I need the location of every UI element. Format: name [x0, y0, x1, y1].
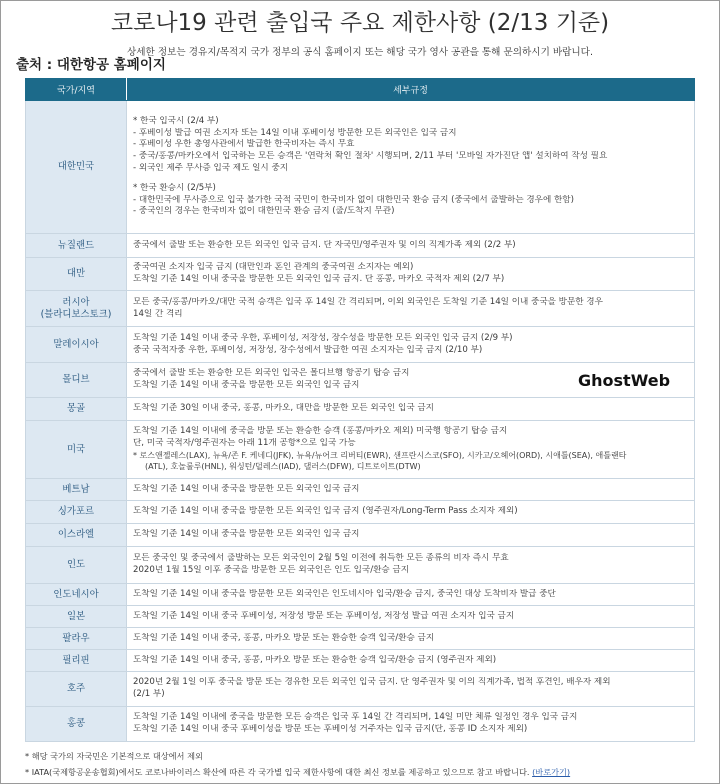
detail-line: 도착일 기준 14일 이내에 중국을 방문 또는 환승한 승객 (홍콩/마카오 제외) 미국행 항공기 탑승 금지	[133, 426, 508, 437]
details-cell	[127, 547, 695, 584]
details-cell	[127, 421, 695, 479]
table-row	[26, 479, 695, 501]
detail-line: 중국여권 소지자 입국 금지 (대만인과 혼인 관계의 중국여권 소지자는 예외)	[133, 262, 414, 273]
country-cell: 필리핀	[26, 650, 127, 672]
details-cell	[127, 584, 695, 606]
country-cell: 베트남	[26, 479, 127, 501]
detail-line: * 한국 환승시 (2/5부)	[133, 182, 216, 193]
detail-line: - 중국인의 경우는 한국비자 없이 대한민국 환승 금지 (출/도착지 무관)	[133, 206, 395, 217]
detail-line: 도착일 기준 14일 이내 중국을 방문한 모든 외국인 입국 금지	[133, 529, 360, 540]
detail-line: * 로스앤젤레스(LAX), 뉴욕/존 F. 케네디(JFK), 뉴욕/뉴어크 리버티(EWR), 샌프란시스코(SFO), 시카고/오헤어(ORD), 시애틀(SEA), 애틀랜타	[133, 450, 627, 460]
country-cell: 호주	[26, 672, 127, 707]
source-label: 출처 : 대한항공 홈페이지	[16, 57, 166, 73]
shortcut-link[interactable]: (바로가기)	[532, 767, 571, 777]
country-cell: 인도	[26, 547, 127, 584]
detail-line: 도착일 기준 14일 이내 중국을 방문한 모든 외국인 입국 금지. 단 홍콩, 마카오 국적자 제외 (2/7 부)	[133, 274, 505, 284]
country-cell: 홍콩	[26, 707, 127, 742]
country-cell: 일본	[26, 606, 127, 628]
restrictions-table	[25, 78, 695, 742]
detail-line: (ATL), 호놀룰루(HNL), 워싱턴/덜레스(IAD), 댈러스(DFW), 디트로이트(DTW)	[145, 462, 421, 472]
details-cell	[127, 501, 695, 524]
detail-line: 14일 간 격리	[133, 308, 183, 319]
table-row	[26, 547, 695, 584]
detail-line: 2020년 1월 15일 이후 중국을 방문한 모든 외국인은 인도 입국/환승 금지	[133, 565, 410, 575]
detail-line: 모든 중국인 및 중국에서 출발하는 모든 외국인이 2월 5일 이전에 취득한 모든 종류의 비자 즉시 무효	[133, 553, 509, 564]
spacer	[133, 175, 694, 183]
footnote-2-text: * IATA(국제항공운송협회)에서도 코로나바이러스 확산에 따른 각 국가별 입국 제한사항에 대한 최신 정보를 제공하고 있으므로 참고 바랍니다.	[25, 767, 530, 777]
detail-line: 중국에서 출발 또는 환승한 모든 외국인 입국 금지. 단 자국민/영주권자 및 이의 직계가족 제외 (2/2 부)	[133, 239, 516, 250]
detail-line: - 후베이성 우한 총영사관에서 발급한 한국비자는 즉시 무효	[133, 139, 355, 150]
detail-line: - 외국인 제주 무사증 입국 제도 일시 중지	[133, 163, 289, 173]
footnotes	[25, 748, 715, 780]
table-row	[26, 234, 695, 258]
detail-line: 단, 미국 국적자/영주권자는 아래 11개 공항*으로 입국 가능	[133, 438, 356, 448]
table-row	[26, 707, 695, 742]
detail-line: - 후베이성 발급 여권 소지자 또는 14일 이내 후베이성 방문한 모든 외국인은 입국 금지	[133, 127, 457, 138]
details-cell	[127, 398, 695, 421]
table-row	[26, 398, 695, 421]
detail-line: 도착일 기준 14일 이내 중국을 방문한 모든 외국인 입국 금지	[133, 483, 360, 494]
detail-line: * 한국 입국시 (2/4 부)	[133, 115, 219, 126]
details-cell	[127, 628, 695, 650]
detail-line: 모든 중국/홍콩/마카오/대만 국적 승객은 입국 후 14일 간 격리되며, 이외 외국인은 도착일 기준 14일 이내 중국을 방문한 경우	[133, 296, 603, 307]
detail-line: 2020년 2월 1일 이후 중국을 방문 또는 경유한 모든 외국인 입국 금지. 단 영주권자 및 이의 직계가족, 법적 후견인, 배우자 제외	[133, 677, 611, 688]
details-cell	[127, 606, 695, 628]
detail-line: 중국 국적자중 우한, 후베이성, 저장성, 장수성에서 발급한 여권 소지자는 입국 금지 (2/10 부)	[133, 344, 483, 355]
detail-line: 도착일 기준 14일 이내에 중국을 방문한 모든 승객은 입국 후 14일 간 격리되며, 14일 미만 체류 일정인 경우 입국 금지	[133, 712, 578, 723]
country-cell: 이스라엘	[26, 524, 127, 547]
details-cell	[127, 650, 695, 672]
table-row	[26, 258, 695, 291]
detail-line: 도착일 기준 14일 이내 중국을 방문한 모든 외국인은 인도네시아 입국/환승 금지, 중국인 대상 도착비자 발급 중단	[133, 588, 556, 599]
detail-line: (2/1 부)	[133, 689, 165, 699]
country-cell: 싱가포르	[26, 501, 127, 524]
details-cell	[127, 479, 695, 501]
page-subtitle: 상세한 정보는 경유지/목적지 국가 정부의 공식 홈페이지 또는 해당 국가 영사 공관을 통해 문의하시기 바랍니다.	[126, 47, 593, 58]
footnote-1: * 해당 국가의 자국민은 기본적으로 대상에서 제외	[25, 751, 203, 761]
country-cell: 뉴질랜드	[26, 234, 127, 258]
detail-line: 도착일 기준 14일 이내 중국, 홍콩, 마카오 방문 또는 환승한 승객 입국/환승 금지 (영주권자 제외)	[133, 654, 497, 665]
detail-line: - 대한민국에 무사증으로 입국 불가한 국적 국민이 한국비자 없이 대한민국 환승 금지 (중국에서 출발하는 경우에 한함)	[133, 194, 574, 205]
country-cell: 러시아 (블라디보스토크)	[26, 291, 127, 327]
header-details: 세부규정	[127, 79, 695, 101]
table-row	[26, 421, 695, 479]
detail-line: 중국에서 출발 또는 환승한 모든 외국인 입국은 몰디브행 항공기 탑승 금지	[133, 368, 410, 379]
table-row	[26, 650, 695, 672]
table-row	[26, 501, 695, 524]
table-row	[26, 291, 695, 327]
details-cell	[127, 258, 695, 291]
detail-line: 도착일 기준 14일 이내 중국, 홍콩, 마카오 방문 또는 환승한 승객 입국/환승 금지	[133, 632, 435, 643]
country-cell: 말레이시아	[26, 327, 127, 363]
details-cell	[127, 672, 695, 707]
country-cell: 대만	[26, 258, 127, 291]
detail-line: - 중국/홍콩/마카오에서 입국하는 모든 승객은 '연락처 확인 절차' 시행되며, 2/11 부터 '모바일 자가진단 앱' 설치하여 작성 필요	[133, 151, 608, 162]
table-header-row	[26, 79, 695, 101]
table-row	[26, 327, 695, 363]
country-cell: 몰디브	[26, 363, 127, 398]
details-cell	[127, 707, 695, 742]
detail-line: 도착일 기준 14일 이내 중국 우한, 후베이성, 저장성, 장수성을 방문한 모든 외국인 입국 금지 (2/9 부)	[133, 332, 513, 343]
detail-line: 도착일 기준 14일 이내 중국 후베이성을 방문 또는 후베이성 거주자는 입국 금지(단, 홍콩 ID 소지자 제외)	[133, 724, 528, 734]
table-row	[26, 672, 695, 707]
detail-line: 도착일 기준 14일 이내 중국을 방문한 모든 외국인 입국 금지 (영주권자/Long-Term Pass 소지자 제외)	[133, 506, 518, 517]
country-cell: 인도네시아	[26, 584, 127, 606]
table-row	[26, 606, 695, 628]
details-cell	[127, 101, 695, 234]
country-cell: 대한민국	[26, 101, 127, 234]
detail-line: 도착일 기준 14일 이내 중국을 방문한 모든 외국인 입국 금지	[133, 380, 360, 390]
country-cell: 미국	[26, 421, 127, 479]
country-cell: 몽골	[26, 398, 127, 421]
header-country: 국가/지역	[26, 79, 127, 101]
country-cell: 팔라우	[26, 628, 127, 650]
detail-line: 도착일 기준 14일 이내 중국 후베이성, 저장성 방문 또는 후베이성, 저장성 발급 여권 소지자 입국 금지	[133, 610, 515, 621]
table-row	[26, 524, 695, 547]
page-title: 코로나19 관련 출입국 주요 제한사항 (2/13 기준)	[110, 10, 610, 36]
table-row	[26, 584, 695, 606]
detail-line: 도착일 기준 30일 이내 중국, 홍콩, 마카오, 대만을 방문한 모든 외국인 입국 금지	[133, 403, 434, 414]
details-cell	[127, 524, 695, 547]
table-row	[26, 101, 695, 234]
watermark-text: GhostWeb	[578, 371, 671, 390]
details-cell	[127, 234, 695, 258]
table-row	[26, 628, 695, 650]
details-cell	[127, 291, 695, 327]
restrictions-table-wrapper	[25, 78, 694, 742]
footnote-2	[25, 764, 715, 780]
details-cell	[127, 327, 695, 363]
